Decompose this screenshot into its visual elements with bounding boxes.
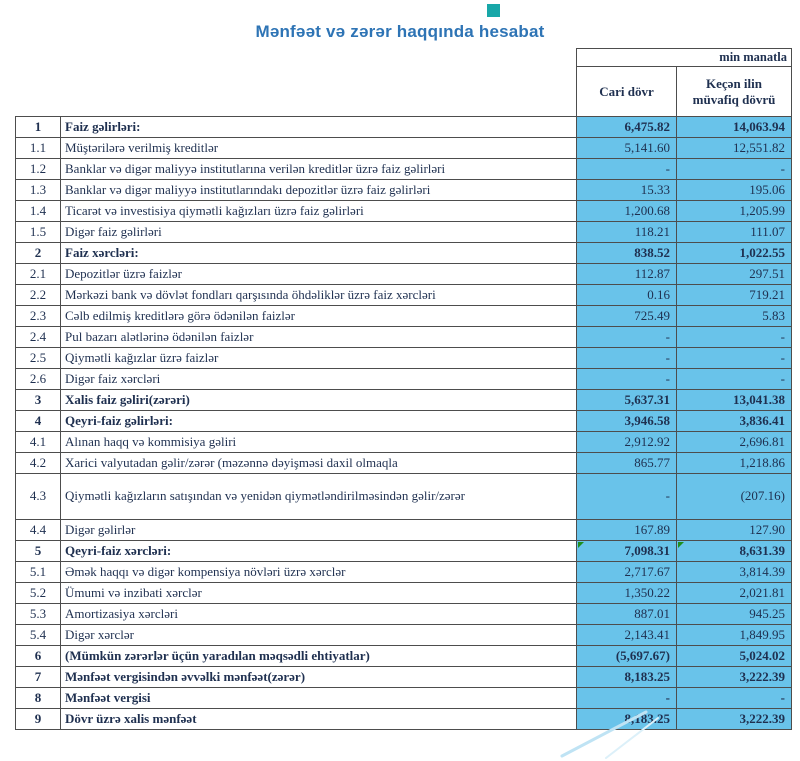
cell-text: Qeyri-faiz xərcləri: (65, 542, 172, 558)
row-label-cell[interactable] (61, 625, 577, 646)
row-number-cell[interactable] (16, 369, 61, 390)
table-row (16, 138, 792, 159)
row-number-cell[interactable] (16, 541, 61, 562)
value-cell-previous[interactable] (677, 138, 792, 159)
row-label-cell[interactable] (61, 222, 577, 243)
cell-text: 5.1 (29, 563, 47, 579)
row-number-cell[interactable] (16, 159, 61, 180)
value-cell-previous[interactable] (677, 369, 792, 390)
row-number-cell[interactable] (16, 327, 61, 348)
row-number-cell[interactable] (16, 348, 61, 369)
cell-text: 6,475.82 (624, 118, 670, 134)
cell-text: 1,205.99 (739, 202, 785, 218)
table-row (16, 201, 792, 222)
value-cell-previous[interactable] (677, 411, 792, 432)
column-header-previous[interactable]: Keçən ilin müvafiq dövrü (677, 67, 792, 117)
cell-text: Faiz xərcləri: (65, 244, 139, 260)
page-title: Mənfəət və zərər haqqında hesabat (255, 22, 545, 41)
cell-text: Dövr üzrə xalis mənfəət (65, 710, 197, 726)
row-label-cell[interactable] (61, 285, 577, 306)
cell-text: 2.1 (29, 265, 47, 281)
cell-text: 5,141.60 (624, 139, 670, 155)
cell-text: 2,696.81 (739, 433, 785, 449)
value-cell-current[interactable] (577, 667, 677, 688)
cell-text: 2.5 (29, 349, 47, 365)
cell-text: 4.4 (29, 521, 47, 537)
cell-text: 167.89 (634, 521, 670, 537)
row-label-cell[interactable] (61, 348, 577, 369)
cell-text: Xarici valyutadan gəlir/zərər (məzənnə dəyişməsi daxil olmaqla (65, 454, 398, 470)
row-label-cell[interactable] (61, 411, 577, 432)
cell-text: Mənfəət vergisi (65, 689, 151, 705)
table-row (16, 264, 792, 285)
cell-text: Amortizasiya xərcləri (65, 605, 178, 621)
row-number-cell[interactable] (16, 604, 61, 625)
column-header-current[interactable]: Cari dövr (577, 67, 677, 117)
row-number-cell[interactable] (16, 453, 61, 474)
cell-text: 719.21 (749, 286, 785, 302)
value-cell-current[interactable] (577, 541, 677, 562)
value-cell-current[interactable] (577, 201, 677, 222)
cell-text: Xalis faiz gəliri(zərəri) (65, 391, 190, 407)
value-cell-current[interactable] (577, 159, 677, 180)
value-cell-current[interactable] (577, 709, 677, 730)
value-cell-previous[interactable] (677, 201, 792, 222)
value-cell-previous[interactable] (677, 541, 792, 562)
value-cell-current[interactable] (577, 222, 677, 243)
table-row (16, 709, 792, 730)
value-cell-current[interactable] (577, 285, 677, 306)
cell-text: 2.2 (29, 286, 47, 302)
cell-text: Banklar və digər maliyyə institutlarındakı depozitlər üzrə faiz gəlirləri (65, 181, 431, 197)
row-label-cell[interactable] (61, 327, 577, 348)
header-spacer (16, 49, 577, 67)
value-cell-previous[interactable] (677, 264, 792, 285)
row-number-cell[interactable] (16, 285, 61, 306)
table-row (16, 432, 792, 453)
cell-text: 8 (34, 689, 42, 705)
cell-text: 4 (34, 412, 42, 428)
table-row (16, 520, 792, 541)
row-number-cell[interactable] (16, 306, 61, 327)
row-label-cell[interactable] (61, 306, 577, 327)
row-number-cell[interactable] (16, 243, 61, 264)
cell-text: 5.83 (762, 307, 785, 323)
value-cell-current[interactable] (577, 264, 677, 285)
cell-text: 2.6 (29, 370, 47, 386)
table-row (16, 369, 792, 390)
cell-text: Pul bazarı alətlərinə ödənilən faizlər (65, 328, 254, 344)
cell-text: 3 (34, 391, 42, 407)
value-cell-current[interactable] (577, 562, 677, 583)
value-cell-previous[interactable] (677, 688, 792, 709)
cell-text: Digər xərclər (65, 626, 134, 642)
value-cell-previous[interactable] (677, 327, 792, 348)
cell-text: 8,183.25 (624, 710, 670, 726)
value-cell-previous[interactable] (677, 667, 792, 688)
cell-text: 127.90 (749, 521, 785, 537)
cell-text: - (780, 328, 785, 344)
value-cell-previous[interactable] (677, 222, 792, 243)
cell-text: - (780, 349, 785, 365)
cell-text: Mənfəət vergisindən əvvəlki mənfəət(zərər) (65, 668, 306, 684)
table-row (16, 117, 792, 138)
row-label-cell[interactable] (61, 667, 577, 688)
cell-text: 5.2 (29, 584, 47, 600)
cell-text: - (665, 370, 670, 386)
row-label-cell[interactable] (61, 390, 577, 411)
table-row (16, 474, 792, 520)
cell-text: Müştərilərə verilmiş kreditlər (65, 139, 219, 155)
row-number-cell[interactable] (16, 520, 61, 541)
cell-text: 1.3 (29, 181, 47, 197)
cell-text: 15.33 (640, 181, 670, 197)
value-cell-current[interactable] (577, 604, 677, 625)
cell-text: Alınan haqq və kommisiya gəliri (65, 433, 237, 449)
cell-text: 1.4 (29, 202, 47, 218)
table-row (16, 180, 792, 201)
cell-text: - (780, 370, 785, 386)
cell-text: 8,631.39 (739, 542, 785, 558)
cell-text: 5,024.02 (739, 647, 785, 663)
row-number-cell[interactable] (16, 474, 61, 520)
value-cell-current[interactable] (577, 138, 677, 159)
cell-text: 12,551.82 (733, 139, 785, 155)
cell-text: Qiymətli kağızların satışından və yenidən qiymətləndirilməsindən gəlir/zərər (65, 488, 465, 504)
value-cell-previous[interactable] (677, 474, 792, 520)
table-row (16, 583, 792, 604)
row-number-cell[interactable] (16, 201, 61, 222)
cell-text: - (780, 689, 785, 705)
row-label-cell[interactable] (61, 243, 577, 264)
cell-text: 8,183.25 (624, 668, 670, 684)
row-number-cell[interactable] (16, 264, 61, 285)
teal-square-decoration (487, 4, 500, 17)
cell-text: Depozitlər üzrə faizlər (65, 265, 182, 281)
cell-text: 111.07 (750, 223, 785, 239)
cell-text: 4.3 (29, 488, 47, 504)
unit-row (16, 49, 792, 67)
value-cell-previous[interactable] (677, 285, 792, 306)
cell-text: 1,022.55 (739, 244, 785, 260)
cell-text: 3,222.39 (739, 710, 785, 726)
value-cell-current[interactable] (577, 646, 677, 667)
row-number-cell[interactable] (16, 180, 61, 201)
cell-text: 1,849.95 (739, 626, 785, 642)
cell-text: 5.3 (29, 605, 47, 621)
value-cell-previous[interactable] (677, 243, 792, 264)
value-cell-previous[interactable] (677, 348, 792, 369)
table-row (16, 453, 792, 474)
row-label-cell[interactable] (61, 201, 577, 222)
value-cell-current[interactable] (577, 688, 677, 709)
cell-text: 13,041.38 (733, 391, 785, 407)
cell-text: 2.3 (29, 307, 47, 323)
cell-text: 7 (34, 668, 42, 684)
row-label-cell[interactable] (61, 159, 577, 180)
row-label-cell[interactable] (61, 688, 577, 709)
cell-text: 3,836.41 (739, 412, 785, 428)
row-number-cell[interactable] (16, 667, 61, 688)
cell-text: (207.16) (740, 488, 785, 504)
value-cell-previous[interactable] (677, 583, 792, 604)
table-row (16, 159, 792, 180)
table-row (16, 285, 792, 306)
cell-text: 1 (34, 118, 42, 134)
value-cell-current[interactable] (577, 348, 677, 369)
table-row (16, 222, 792, 243)
table-row (16, 243, 792, 264)
table-row (16, 327, 792, 348)
profit-loss-table (15, 48, 792, 730)
cell-text: 2 (34, 244, 42, 260)
row-label-cell[interactable] (61, 453, 577, 474)
cell-text: 2,912.92 (624, 433, 670, 449)
cell-text: Cəlb edilmiş kreditlərə görə ödənilən faizlər (65, 307, 295, 323)
table-row (16, 667, 792, 688)
value-cell-current[interactable] (577, 411, 677, 432)
cell-text: 5.4 (29, 626, 47, 642)
cell-text: 1.5 (29, 223, 47, 239)
cell-text: 1,218.86 (739, 454, 785, 470)
cell-text: - (780, 160, 785, 176)
row-number-cell[interactable] (16, 222, 61, 243)
cell-text: 4.1 (29, 433, 47, 449)
table-row (16, 390, 792, 411)
cell-text: - (665, 160, 670, 176)
table-row (16, 541, 792, 562)
cell-text: 0.16 (647, 286, 670, 302)
cell-text: Digər faiz gəlirləri (65, 223, 162, 239)
cell-text: Digər gəlirlər (65, 521, 136, 537)
stored-as-text-marker-icon (578, 542, 584, 548)
cell-text: Ümumi və inzibati xərclər (65, 584, 202, 600)
cell-text: 2,021.81 (739, 584, 785, 600)
cell-text: (5,697.67) (615, 647, 670, 663)
row-label-cell[interactable] (61, 138, 577, 159)
row-number-cell[interactable] (16, 411, 61, 432)
table-row (16, 306, 792, 327)
value-cell-current[interactable] (577, 390, 677, 411)
table-row (16, 688, 792, 709)
row-number-cell[interactable] (16, 688, 61, 709)
row-number-cell[interactable] (16, 117, 61, 138)
value-cell-current[interactable] (577, 306, 677, 327)
value-cell-current[interactable] (577, 520, 677, 541)
value-cell-previous[interactable] (677, 520, 792, 541)
cell-text: 195.06 (749, 181, 785, 197)
table-row (16, 625, 792, 646)
row-label-cell[interactable] (61, 117, 577, 138)
cell-text: Banklar və digər maliyyə institutlarına verilən kreditlər üzrə faiz gəlirləri (65, 160, 446, 176)
value-cell-previous[interactable] (677, 604, 792, 625)
value-cell-current[interactable] (577, 327, 677, 348)
row-label-cell[interactable] (61, 432, 577, 453)
value-cell-previous[interactable] (677, 562, 792, 583)
cell-text: - (665, 349, 670, 365)
table-row (16, 604, 792, 625)
cell-text: 945.25 (749, 605, 785, 621)
value-cell-previous[interactable] (677, 306, 792, 327)
table-body (16, 117, 792, 730)
cell-text: - (665, 488, 670, 504)
cell-text: 838.52 (634, 244, 670, 260)
cell-text: - (665, 328, 670, 344)
cell-text: 2,717.67 (624, 563, 670, 579)
table-row (16, 646, 792, 667)
row-label-cell[interactable] (61, 520, 577, 541)
table-row (16, 562, 792, 583)
cell-text: 6 (34, 647, 42, 663)
row-label-cell[interactable] (61, 709, 577, 730)
row-label-cell[interactable] (61, 369, 577, 390)
row-label-cell[interactable] (61, 264, 577, 285)
column-header-row (16, 67, 792, 117)
row-number-cell[interactable] (16, 709, 61, 730)
row-number-cell[interactable] (16, 583, 61, 604)
cell-text: Qiymətli kağızlar üzrə faizlər (65, 349, 219, 365)
cell-text: 865.77 (634, 454, 670, 470)
value-cell-current[interactable] (577, 369, 677, 390)
value-cell-current[interactable] (577, 243, 677, 264)
header-spacer (16, 67, 577, 117)
value-cell-current[interactable] (577, 117, 677, 138)
cell-text: 1,350.22 (624, 584, 670, 600)
value-cell-previous[interactable] (677, 646, 792, 667)
value-cell-previous[interactable] (677, 159, 792, 180)
table-header (16, 49, 792, 117)
row-number-cell[interactable] (16, 646, 61, 667)
value-cell-previous[interactable] (677, 709, 792, 730)
cell-text: 3,222.39 (739, 668, 785, 684)
row-label-cell[interactable] (61, 562, 577, 583)
value-cell-current[interactable] (577, 474, 677, 520)
cell-text: Qeyri-faiz gəlirləri: (65, 412, 173, 428)
value-cell-previous[interactable] (677, 625, 792, 646)
row-label-cell[interactable] (61, 474, 577, 520)
row-number-cell[interactable] (16, 390, 61, 411)
row-label-cell[interactable] (61, 180, 577, 201)
row-number-cell[interactable] (16, 432, 61, 453)
value-cell-previous[interactable] (677, 453, 792, 474)
row-label-cell[interactable] (61, 541, 577, 562)
cell-text: 118.21 (634, 223, 670, 239)
cell-text: Mərkəzi bank və dövlət fondları qarşısında öhdəliklər üzrə faiz xərcləri (65, 286, 436, 302)
cell-text: 1.2 (29, 160, 47, 176)
cell-text: 14,063.94 (733, 118, 785, 134)
cell-text: Əmək haqqı və digər kompensiya növləri üzrə xərclər (65, 563, 346, 579)
cell-text: Digər faiz xərcləri (65, 370, 161, 386)
cell-text: 4.2 (29, 454, 47, 470)
cell-text: 297.51 (749, 265, 785, 281)
table-row (16, 411, 792, 432)
cell-text: 5 (34, 542, 42, 558)
value-cell-current[interactable] (577, 583, 677, 604)
cell-text: - (665, 689, 670, 705)
stored-as-text-marker-icon (678, 542, 684, 548)
cell-text: 9 (34, 710, 42, 726)
cell-text: 887.01 (634, 605, 670, 621)
table-row (16, 348, 792, 369)
row-label-cell[interactable] (61, 604, 577, 625)
unit-label: min manatla (577, 49, 792, 67)
row-number-cell[interactable] (16, 625, 61, 646)
value-cell-previous[interactable] (677, 432, 792, 453)
value-cell-current[interactable] (577, 432, 677, 453)
cell-text: 5,637.31 (624, 391, 670, 407)
cell-text: 1.1 (29, 139, 47, 155)
cell-text: 1,200.68 (624, 202, 670, 218)
cell-text: 2.4 (29, 328, 47, 344)
row-number-cell[interactable] (16, 138, 61, 159)
row-label-cell[interactable] (61, 583, 577, 604)
value-cell-current[interactable] (577, 180, 677, 201)
cell-text: 3,946.58 (624, 412, 670, 428)
value-cell-current[interactable] (577, 625, 677, 646)
row-number-cell[interactable] (16, 562, 61, 583)
cell-text: 3,814.39 (739, 563, 785, 579)
cell-text: Faiz gəlirləri: (65, 118, 141, 134)
cell-text: 2,143.41 (624, 626, 670, 642)
value-cell-previous[interactable] (677, 180, 792, 201)
value-cell-previous[interactable] (677, 390, 792, 411)
cell-text: 725.49 (634, 307, 670, 323)
cell-text: Ticarət və investisiya qiymətli kağızları üzrə faiz gəlirləri (65, 202, 364, 218)
cell-text: 112.87 (634, 265, 670, 281)
value-cell-current[interactable] (577, 453, 677, 474)
value-cell-previous[interactable] (677, 117, 792, 138)
cell-text: (Mümkün zərərlər üçün yaradılan məqsədli ehtiyatlar) (65, 647, 370, 663)
cell-text: 7,098.31 (624, 542, 670, 558)
row-label-cell[interactable] (61, 646, 577, 667)
